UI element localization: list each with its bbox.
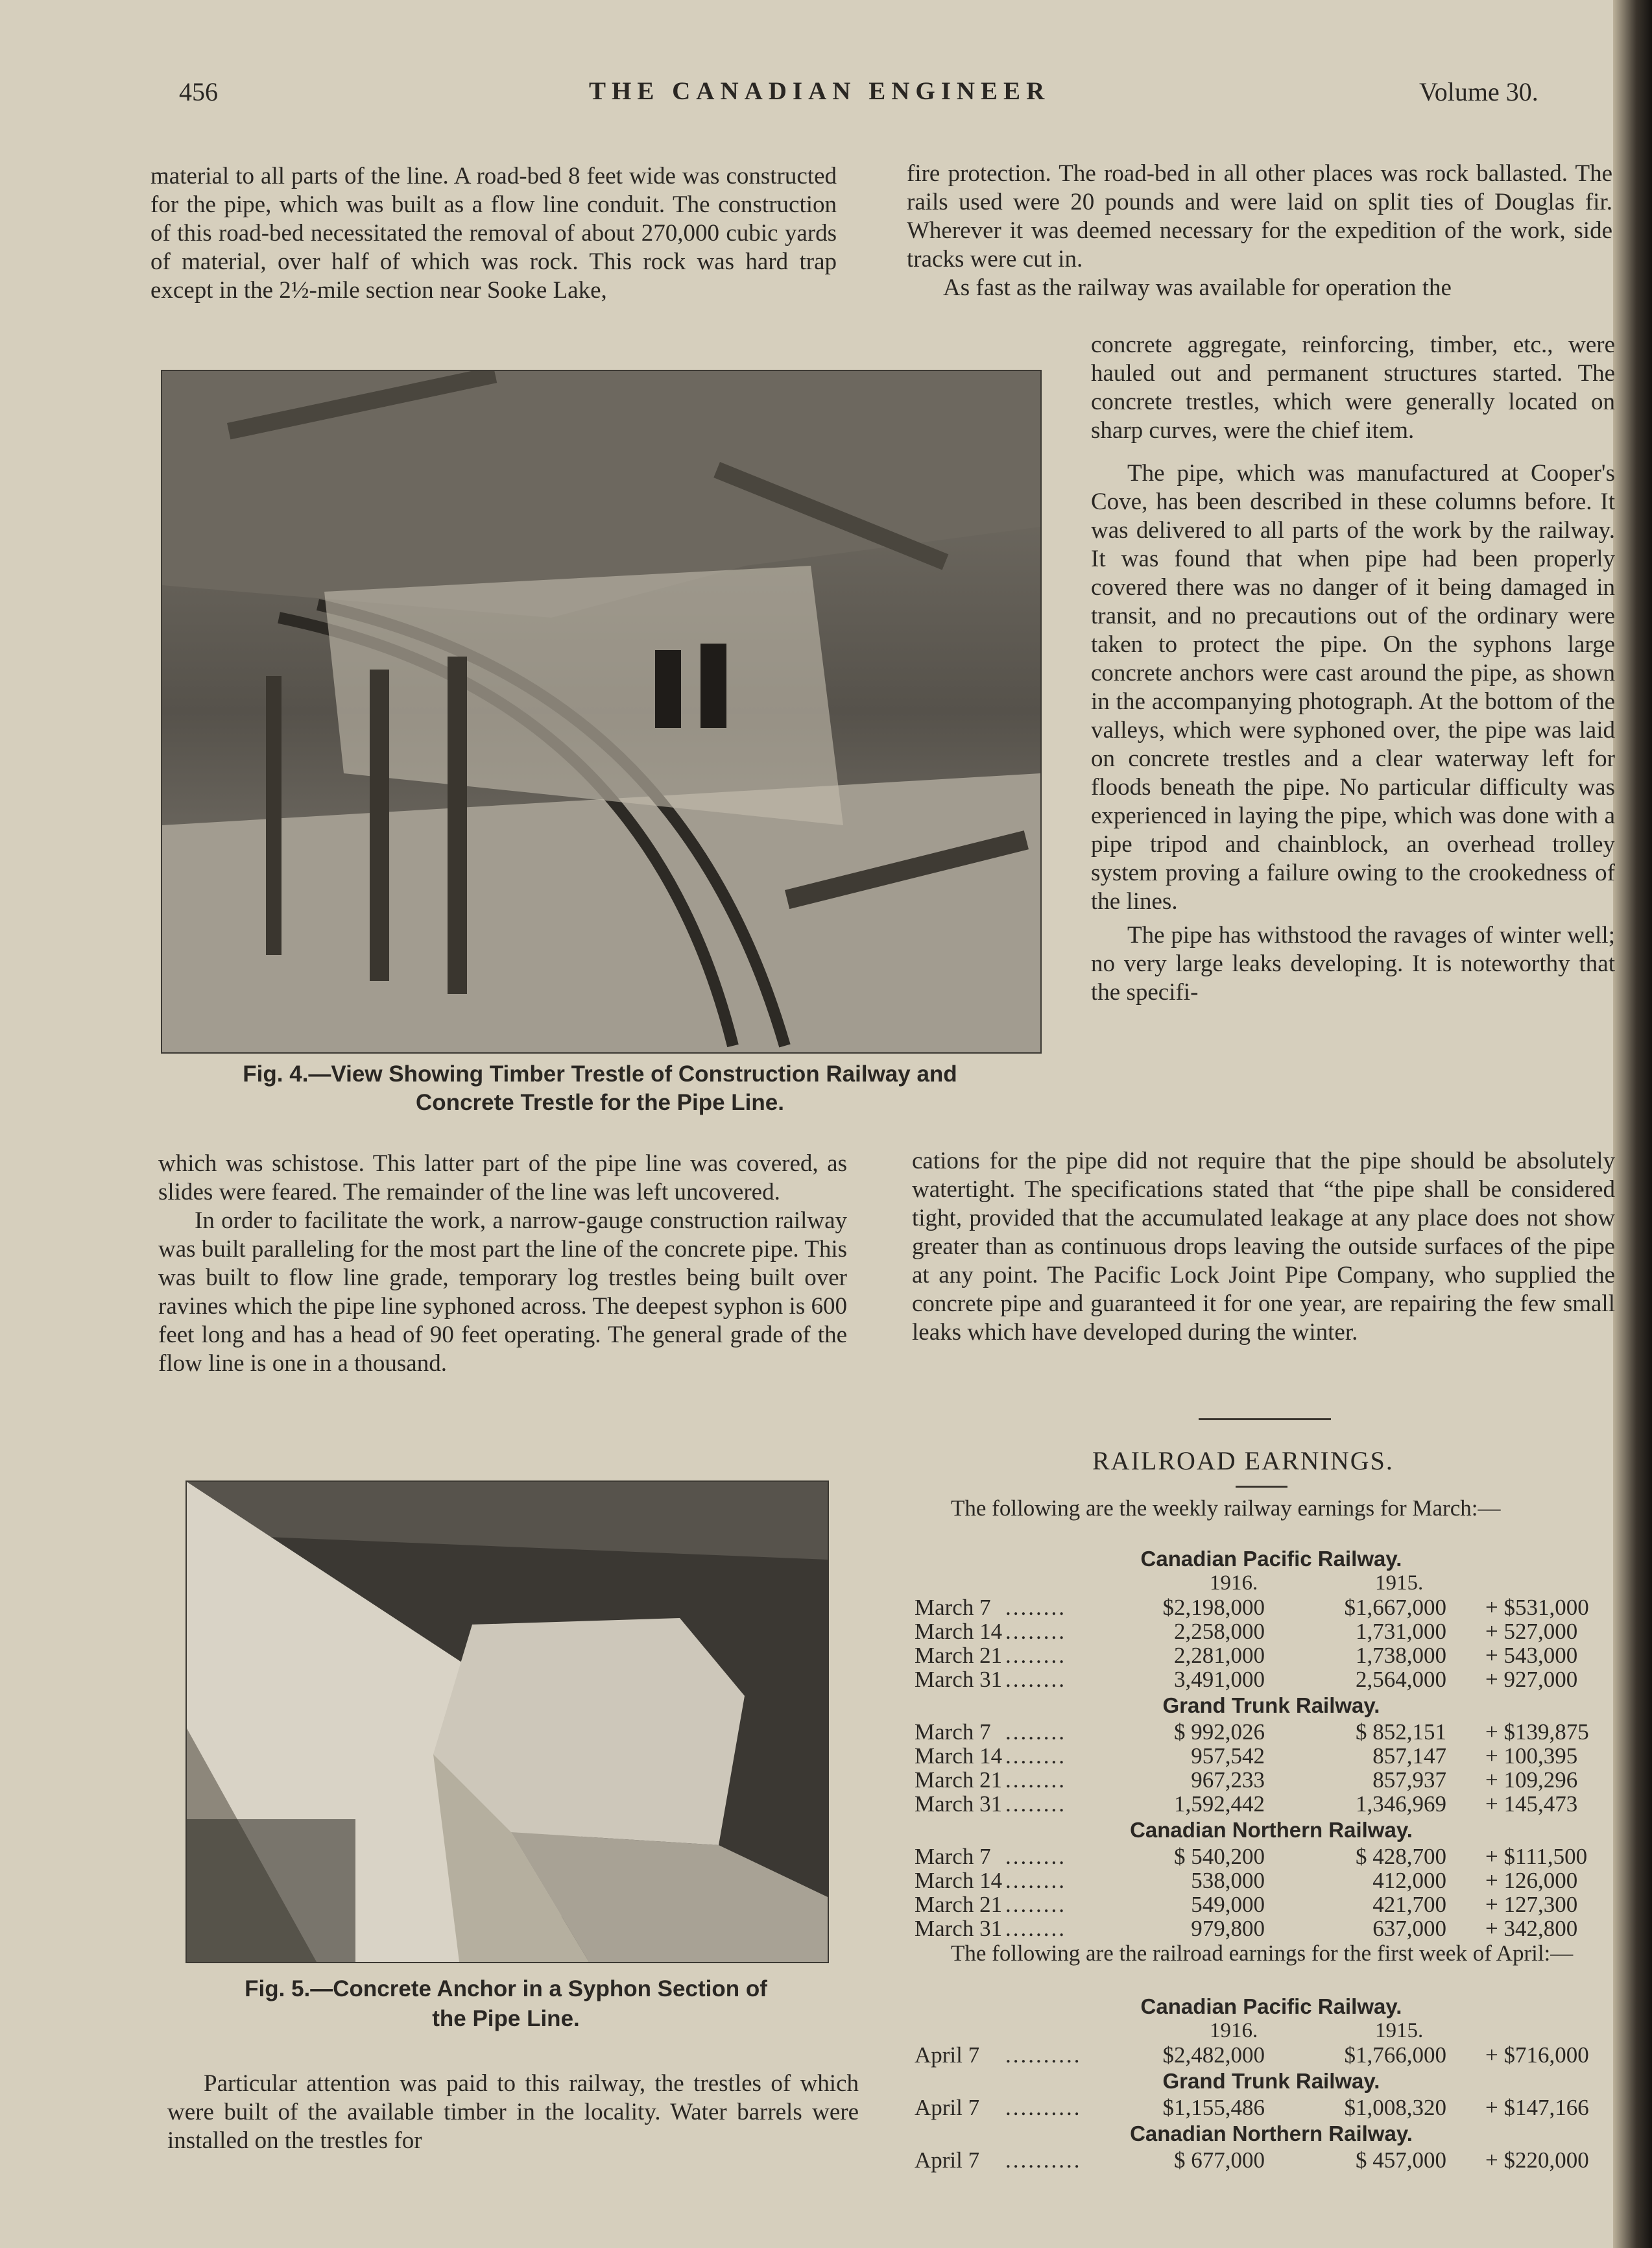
value-1916: $2,482,000	[1162, 2042, 1265, 2068]
value-1916: $ 677,000	[1174, 2147, 1265, 2173]
row-leader: ..........	[1005, 2147, 1082, 2173]
value-increase: + 145,473	[1485, 1791, 1578, 1817]
value-1916: $ 992,026	[1174, 1719, 1265, 1745]
row-date: April 7	[915, 2042, 980, 2068]
row-leader: ........	[1005, 1619, 1066, 1644]
company-heading: Canadian Northern Railway.	[1130, 1818, 1413, 1842]
value-1915: $ 428,700	[1356, 1844, 1446, 1869]
left-column-top	[150, 162, 837, 305]
value-increase: + $147,166	[1485, 2095, 1589, 2120]
left-column-bottom	[167, 2070, 859, 2155]
company-heading: Canadian Pacific Railway.	[1140, 1547, 1402, 1571]
volume-label: Volume 30.	[1419, 77, 1538, 106]
value-1916: 538,000	[1191, 1868, 1265, 1893]
value-1915: 1,346,969	[1356, 1791, 1446, 1817]
table-row	[915, 1667, 1628, 1691]
year-1916-label: 1916.	[1210, 1571, 1258, 1595]
row-leader: ........	[1005, 1868, 1066, 1893]
value-increase: + $220,000	[1485, 2147, 1589, 2173]
paragraph: which was schistose. This latter part of the pipe line was covered, as slides were feared. The remainder of the line was left uncovered.	[158, 1150, 847, 1205]
right-column-wrap	[1091, 331, 1615, 1007]
row-date: March 14	[915, 1743, 1003, 1769]
paragraph: Particular attention was paid to this railway, the trestles of which were built of the available timber in the locality. Water barrels were installed on the trestles for	[167, 2070, 859, 2154]
row-leader: ........	[1005, 1844, 1066, 1869]
company-heading: Canadian Northern Railway.	[1130, 2121, 1413, 2145]
paragraph: The pipe has withstood the ravages of winter well; no very large leaks developing. It is noteworthy that the specifi-	[1091, 922, 1615, 1006]
paragraph-lead: As fast as the railway was available for operation the	[943, 274, 1452, 301]
earnings-intro-march: The following are the weekly railway earnings for March:—	[951, 1495, 1501, 1521]
row-date: March 21	[915, 1892, 1003, 1917]
row-leader: ........	[1005, 1916, 1066, 1941]
value-1916: 967,233	[1191, 1767, 1265, 1793]
paragraph: fire protection. The road-bed in all other places was rock ballasted. The rails used were 20 pounds and were laid on split ties of Douglas fir. Wherever it was deemed necessary for the expedition of the work, side tracks were cut in.	[907, 160, 1612, 272]
value-1916: 1,592,442	[1174, 1791, 1265, 1817]
title-underline	[1236, 1486, 1287, 1488]
row-date: April 7	[915, 2095, 980, 2120]
value-increase: + 927,000	[1485, 1667, 1578, 1692]
table-row	[915, 2147, 1628, 2172]
table-row	[915, 1719, 1628, 1744]
row-date: March 7	[915, 1719, 991, 1745]
value-1915: 1,731,000	[1356, 1619, 1446, 1644]
row-date: March 21	[915, 1767, 1003, 1793]
value-1916: $2,198,000	[1162, 1595, 1265, 1620]
value-1915: 412,000	[1372, 1868, 1446, 1893]
value-1916: 957,542	[1191, 1743, 1265, 1769]
year-1915-label: 1915.	[1375, 2019, 1424, 2042]
row-date: April 7	[915, 2147, 980, 2173]
row-leader: ........	[1005, 1595, 1066, 1620]
row-date: March 7	[915, 1595, 991, 1620]
value-1916: $ 540,200	[1174, 1844, 1265, 1869]
value-1915: 421,700	[1372, 1892, 1446, 1917]
company-heading: Canadian Pacific Railway.	[1140, 1994, 1402, 2018]
year-1916-label: 1916.	[1210, 2019, 1258, 2042]
value-1916: 2,281,000	[1174, 1643, 1265, 1668]
row-leader: ........	[1005, 1667, 1066, 1692]
table-row	[915, 1844, 1628, 1868]
row-leader: ..........	[1005, 2095, 1082, 2120]
table-row	[915, 2042, 1628, 2067]
value-1915: $1,008,320	[1344, 2095, 1446, 2120]
row-leader: ........	[1005, 1719, 1066, 1745]
year-1915-label: 1915.	[1375, 1571, 1424, 1595]
value-increase: + 527,000	[1485, 1619, 1578, 1644]
paragraph: cations for the pipe did not require that the pipe should be absolutely watertight. The specifications stated that “the pipe shall be considered tight, provided that the accumulated leakage at any place does not show greater than as continuous drops leaving the outside surfaces of the pipe at any point. The Pacific Lock Joint Pipe Company, who supplied the concrete pipe and guaranteed it for one year, are repairing the few small leaks which have developed during the winter.	[912, 1148, 1615, 1346]
value-1915: $ 852,151	[1356, 1719, 1446, 1745]
value-increase: + 127,300	[1485, 1892, 1578, 1917]
section-divider	[1199, 1418, 1331, 1420]
journal-title: THE CANADIAN ENGINEER	[589, 77, 1051, 105]
value-increase: + $111,500	[1485, 1844, 1588, 1869]
value-increase: + 109,296	[1485, 1767, 1578, 1793]
table-row	[915, 1595, 1628, 1619]
table-row	[915, 1892, 1628, 1916]
table-row	[915, 1791, 1628, 1816]
row-date: March 31	[915, 1667, 1003, 1692]
value-increase: + 126,000	[1485, 1868, 1578, 1893]
row-date: March 14	[915, 1619, 1003, 1644]
row-leader: ........	[1005, 1767, 1066, 1793]
right-column-after-wrap	[912, 1147, 1615, 1347]
value-1915: 857,147	[1372, 1743, 1446, 1769]
row-leader: ........	[1005, 1643, 1066, 1668]
value-1915: $1,667,000	[1344, 1595, 1446, 1620]
company-heading: Grand Trunk Railway.	[1162, 1693, 1380, 1717]
value-increase: + 342,800	[1485, 1916, 1578, 1941]
value-1915: $1,766,000	[1344, 2042, 1446, 2068]
row-leader: ..........	[1005, 2042, 1082, 2068]
value-1915: 637,000	[1372, 1916, 1446, 1941]
row-leader: ........	[1005, 1743, 1066, 1769]
value-1915: $ 457,000	[1356, 2147, 1446, 2173]
anchor-photo-illustration	[187, 1482, 828, 1962]
value-1915: 1,738,000	[1356, 1643, 1446, 1668]
table-row	[915, 1743, 1628, 1768]
value-increase: + $139,875	[1485, 1719, 1589, 1745]
table-row	[915, 1619, 1628, 1643]
left-column-middle	[158, 1150, 847, 1378]
earnings-intro-april: The following are the railroad earnings for the first week of April:—	[951, 1940, 1574, 1966]
row-date: March 31	[915, 1916, 1003, 1941]
row-date: March 31	[915, 1791, 1003, 1817]
value-1915: 2,564,000	[1356, 1667, 1446, 1692]
fig4-caption-line1: Fig. 4.—View Showing Timber Trestle of Construction Railway and	[243, 1061, 957, 1087]
earnings-title: RAILROAD EARNINGS.	[1092, 1446, 1394, 1475]
fig5-caption-line2: the Pipe Line.	[432, 2006, 580, 2031]
value-1916: 3,491,000	[1174, 1667, 1265, 1692]
paragraph: material to all parts of the line. A road-bed 8 feet wide was constructed for the pipe, which was built as a flow line conduit. The construction of this road-bed necessitated the removal of about 270,000 cubic yards of material, over half of which was rock. This rock was hard trap except in the 2½-mile section near Sooke Lake,	[150, 163, 837, 304]
fig4-photo	[161, 370, 1042, 1054]
row-date: March 21	[915, 1643, 1003, 1668]
table-row	[915, 2095, 1628, 2120]
row-leader: ........	[1005, 1791, 1066, 1817]
table-row	[915, 1868, 1628, 1892]
value-increase: + 100,395	[1485, 1743, 1578, 1769]
right-column-top	[907, 160, 1612, 302]
table-row	[915, 1643, 1628, 1667]
paragraph: concrete aggregate, reinforcing, timber, etc., were hauled out and permanent structures started. The concrete trestles, which were generally located on sharp curves, were the chief item.	[1091, 332, 1615, 444]
value-increase: + 543,000	[1485, 1643, 1578, 1668]
company-heading: Grand Trunk Railway.	[1162, 2069, 1380, 2093]
page-number: 456	[179, 77, 218, 106]
paragraph: In order to facilitate the work, a narrow-gauge construction railway was built paralleling for the most part the line of the concrete pipe. This was built to flow line grade, temporary log trestles being built over ravines which the pipe line syphoned across. The deepest syphon is 600 feet long and has a head of 90 feet operating. The general grade of the flow line is one in a thousand.	[158, 1207, 847, 1377]
value-1916: 549,000	[1191, 1892, 1265, 1917]
paragraph: The pipe, which was manufactured at Cooper's Cove, has been described in these columns before. It was delivered to all parts of the work by the railway. It was found that when pipe had been properly covered there was no danger of it being damaged in transit, and no precautions out of the ordinary were taken to protect the pipe. On the syphons large concrete anchors were cast around the pipe, as shown in the accompanying photograph. At the bottom of the valleys, which were syphoned over, the pipe was laid on concrete trestles and a clear waterway left for floods beneath the pipe. No particular difficulty was experienced in laying the pipe, which was done with a pipe tripod and chainblock, an overhead trolley system proving a failure owing to the crookedness of the lines.	[1091, 460, 1615, 915]
table-row	[915, 1916, 1628, 1940]
value-increase: + $531,000	[1485, 1595, 1589, 1620]
fig5-photo	[186, 1481, 829, 1963]
table-row	[915, 1767, 1628, 1792]
earnings-table-march	[915, 1547, 1628, 1975]
fig4-caption-line2: Concrete Trestle for the Pipe Line.	[416, 1090, 784, 1115]
earnings-table-april	[915, 1994, 1628, 2215]
trestle-photo-illustration	[162, 371, 1040, 1052]
value-1916: 2,258,000	[1174, 1619, 1265, 1644]
value-1916: 979,800	[1191, 1916, 1265, 1941]
row-date: March 14	[915, 1868, 1003, 1893]
row-date: March 7	[915, 1844, 991, 1869]
value-increase: + $716,000	[1485, 2042, 1589, 2068]
fig5-caption-line1: Fig. 5.—Concrete Anchor in a Syphon Section of	[245, 1976, 767, 2001]
value-1916: $1,155,486	[1162, 2095, 1265, 2120]
row-leader: ........	[1005, 1892, 1066, 1917]
value-1915: 857,937	[1372, 1767, 1446, 1793]
